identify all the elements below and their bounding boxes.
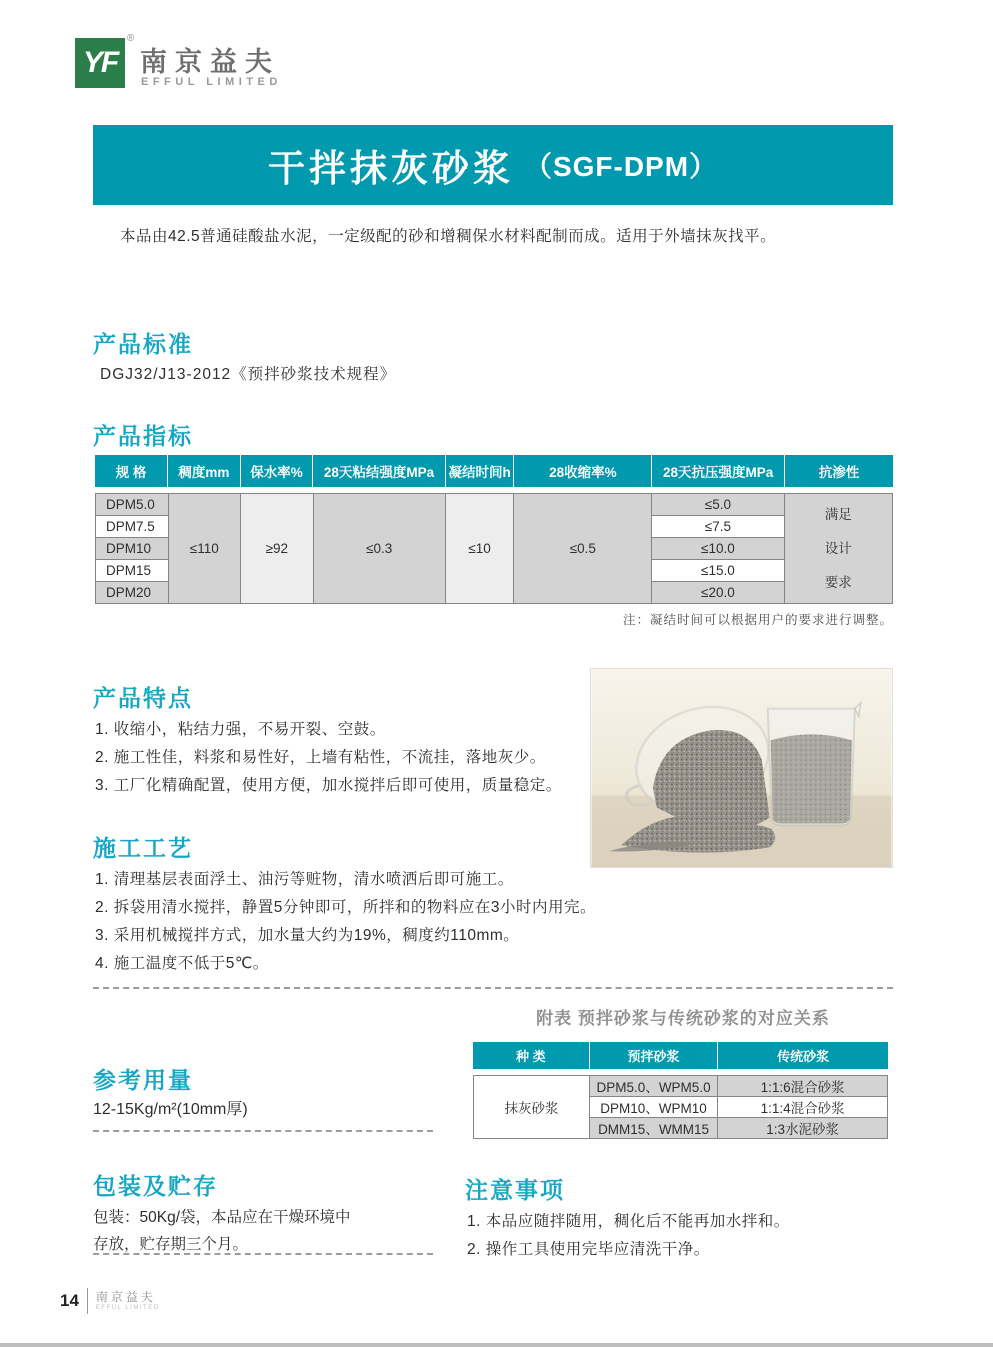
company-logo xyxy=(75,38,125,88)
spec-cell: DPM7.5 xyxy=(96,516,169,538)
footer-company-en: EFFUL LIMITED xyxy=(95,1304,160,1311)
traditional-cell: 1:1:4混合砂浆 xyxy=(718,1097,888,1118)
dosage-text: 12-15Kg/m²(10mm厚) xyxy=(93,1101,248,1118)
col-header-traditional: 传统砂浆 xyxy=(718,1042,888,1069)
premixed-cell: DMM15、WMM15 xyxy=(589,1118,717,1139)
traditional-cell: 1:3水泥砂浆 xyxy=(718,1118,888,1139)
list-item: 1. 收缩小，粘结力强，不易开裂、空鼓。 xyxy=(95,721,386,738)
impermeability-line: 设计 xyxy=(824,540,852,556)
spec-table-body xyxy=(95,493,893,604)
footer-divider xyxy=(87,1288,88,1314)
appendix-table-header xyxy=(473,1042,888,1069)
page-number: 14 xyxy=(60,1291,79,1310)
compressive-value: ≤10.0 xyxy=(652,538,784,560)
appendix-table-body xyxy=(473,1075,888,1139)
company-name-cn: 南京益夫 xyxy=(140,47,280,77)
footer-company-cn: 南京益夫 xyxy=(95,1289,156,1304)
col-header-category: 种 类 xyxy=(473,1042,589,1069)
impermeability-value xyxy=(784,494,892,604)
list-item: 3. 采用机械搅拌方式，加水量大约为19%，稠度约110mm。 xyxy=(95,927,520,944)
page-bottom-edge xyxy=(0,1343,993,1347)
col-header-consistency: 稠度mm xyxy=(168,455,241,487)
product-title: 干拌抹灰砂浆 xyxy=(267,148,514,189)
col-header-impermeability: 抗渗性 xyxy=(784,455,893,487)
packaging-divider xyxy=(93,1253,433,1255)
list-item: 2. 拆袋用清水搅拌，静置5分钟即可，所拌和的物料应在3小时内用完。 xyxy=(95,899,596,916)
compressive-value: ≤7.5 xyxy=(652,516,784,538)
logo-text: YF xyxy=(82,46,118,79)
premixed-cell: DPM10、WPM10 xyxy=(589,1097,717,1118)
spec-cell: DPM10 xyxy=(96,538,169,560)
dosage-divider xyxy=(93,1130,433,1132)
impermeability-line: 要求 xyxy=(824,574,852,590)
section-heading-notice: 注意事项 xyxy=(465,1177,565,1203)
list-item: 3. 工厂化精确配置，使用方便，加水搅拌后即可使用，质量稳定。 xyxy=(95,777,562,794)
page-footer xyxy=(60,1288,160,1314)
section-heading-standard: 产品标准 xyxy=(93,331,193,357)
section-heading-dosage: 参考用量 xyxy=(93,1067,193,1093)
premixed-cell: DPM5.0、WPM5.0 xyxy=(589,1076,717,1097)
table-row xyxy=(474,1076,888,1097)
setting-time-value: ≤10 xyxy=(445,494,514,604)
section-heading-features: 产品特点 xyxy=(93,685,193,711)
product-code: （SGF-DPM） xyxy=(523,151,719,182)
col-header-water-retention: 保水率% xyxy=(240,455,313,487)
list-item: 1. 本品应随拌随用，稠化后不能再加水拌和。 xyxy=(467,1213,790,1230)
packaging-line: 存放，贮存期三个月。 xyxy=(93,1236,249,1253)
spec-cell: DPM15 xyxy=(96,560,169,582)
compressive-value: ≤15.0 xyxy=(652,560,784,582)
table-note: 注：凝结时间可以根据用户的要求进行调整。 xyxy=(622,613,893,627)
spec-cell: DPM5.0 xyxy=(96,494,169,516)
traditional-cell: 1:1:6混合砂浆 xyxy=(718,1076,888,1097)
section-divider xyxy=(93,987,893,989)
col-header-premixed: 预拌砂浆 xyxy=(589,1042,718,1069)
features-list xyxy=(95,716,595,800)
section-heading-indicators: 产品指标 xyxy=(93,423,193,449)
col-header-compressive: 28天抗压强度MPa xyxy=(652,455,784,487)
product-intro: 本品由42.5普通硅酸盐水泥，一定级配的砂和增稠保水材料配制而成。适用于外墙抹灰找平。 xyxy=(120,228,777,245)
registered-mark: ® xyxy=(127,33,135,44)
list-item: 1. 清理基层表面浮土、油污等赃物，清水喷洒后即可施工。 xyxy=(95,871,514,888)
packaging-line: 包装：50Kg/袋，本品应在干燥环境中 xyxy=(93,1209,351,1226)
spec-cell: DPM20 xyxy=(96,582,169,604)
impermeability-line: 满足 xyxy=(824,506,852,522)
col-header-bond-strength: 28天粘结强度MPa xyxy=(313,455,445,487)
spec-table-header xyxy=(95,455,893,487)
col-header-spec: 规 格 xyxy=(95,455,168,487)
process-list xyxy=(95,866,655,978)
section-heading-process: 施工工艺 xyxy=(93,835,193,861)
compressive-value: ≤5.0 xyxy=(652,494,784,516)
shrinkage-value: ≤0.5 xyxy=(514,494,652,604)
list-item: 2. 施工性佳，料浆和易性好，上墙有粘性，不流挂，落地灰少。 xyxy=(95,749,546,766)
consistency-value: ≤110 xyxy=(168,494,241,604)
section-heading-packaging: 包装及贮存 xyxy=(93,1173,218,1199)
product-photo xyxy=(590,668,893,868)
company-name-en: EFFUL LIMITED xyxy=(141,76,282,88)
category-cell: 抹灰砂浆 xyxy=(474,1076,590,1139)
list-item: 2. 操作工具使用完毕应清洗干净。 xyxy=(467,1241,710,1258)
compressive-value: ≤20.0 xyxy=(652,582,784,604)
appendix-title: 附表 预拌砂浆与传统砂浆的对应关系 xyxy=(536,1009,830,1028)
table-row xyxy=(96,494,893,516)
list-item: 4. 施工温度不低于5℃。 xyxy=(95,955,269,972)
col-header-setting-time: 凝结时间h xyxy=(445,455,514,487)
standard-text: DGJ32/J13-2012《预拌砂浆技术规程》 xyxy=(100,366,397,383)
col-header-shrinkage: 28收缩率% xyxy=(514,455,652,487)
water-retention-value: ≥92 xyxy=(241,494,314,604)
bond-strength-value: ≤0.3 xyxy=(313,494,445,604)
notice-list xyxy=(467,1208,897,1264)
product-title-banner xyxy=(93,125,893,205)
